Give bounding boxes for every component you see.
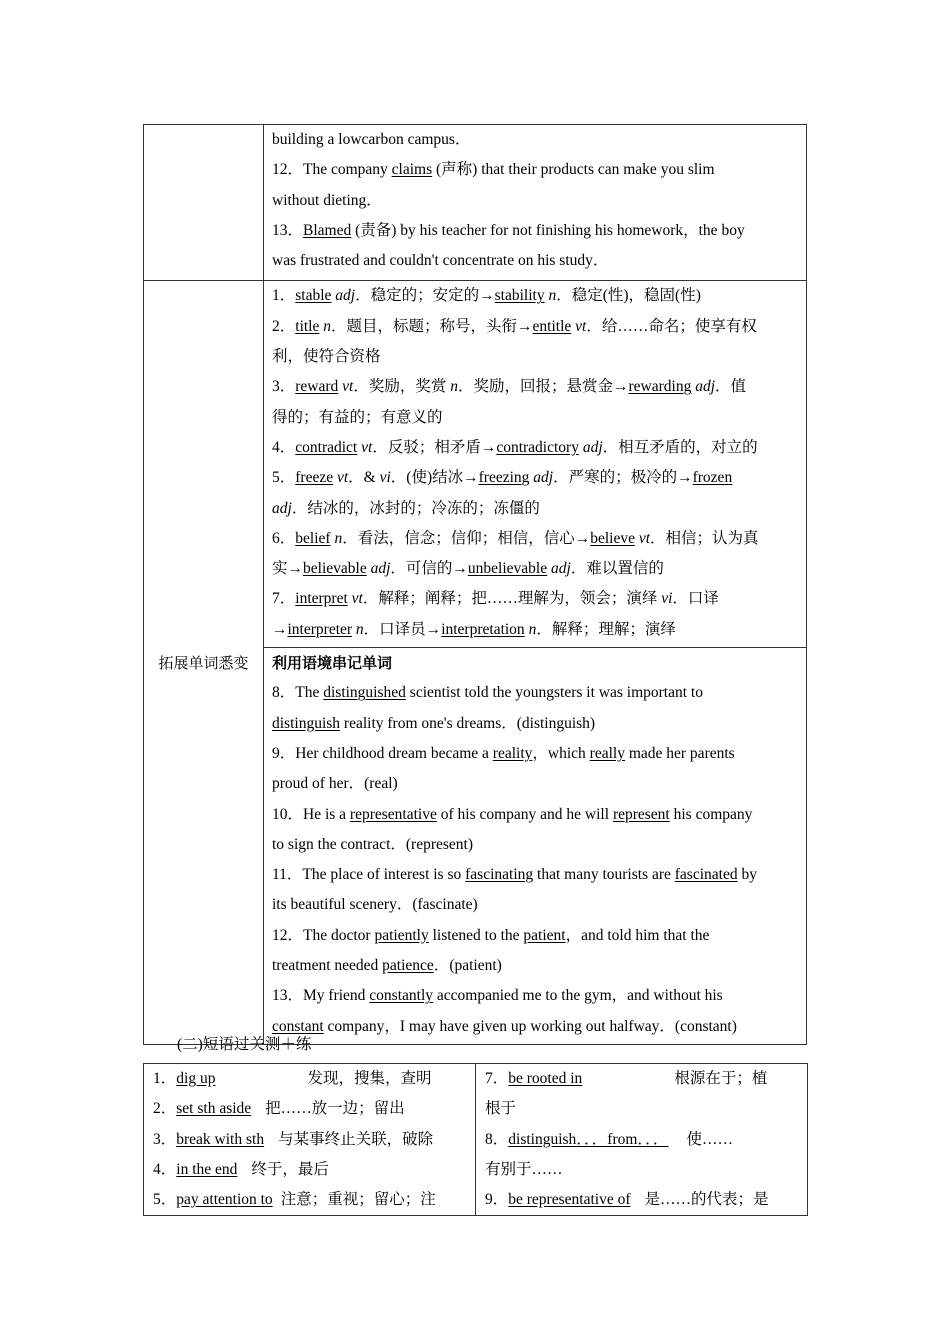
phrase-item: 8．distinguish．．．from．．． 使…… <box>485 1130 733 1148</box>
empty-label-cell <box>144 125 264 281</box>
context-cell <box>264 648 807 1045</box>
table-row <box>144 125 807 281</box>
phrase-item: 4．in the end 终于，最后 <box>153 1160 329 1178</box>
context-line: its beautiful scenery．(fascinate) <box>272 896 478 914</box>
sentence-cell <box>264 125 807 281</box>
section-heading: (二)短语过关测＋练 <box>177 1036 312 1053</box>
context-line: proud of her．(real) <box>272 775 398 793</box>
derivation-cell <box>264 281 807 648</box>
vocabulary-table <box>143 124 807 1045</box>
phrase-item: 7．be rooted in 根源在于；植 <box>485 1070 768 1087</box>
derivation-line: adj．结冰的，冰封的；冷冻的；冻僵的 <box>272 499 540 517</box>
phrase-item: 2．set sth aside 把……放一边；留出 <box>153 1100 405 1118</box>
context-heading: 利用语境串记单词 <box>272 654 393 673</box>
derivation-line: 2．title n．题目，标题；称号，头衔→entitle vt．给……命名；使享有权 <box>272 317 757 335</box>
context-line: treatment needed patience．(patient) <box>272 957 502 975</box>
context-line: 9．Her childhood dream became a reality，which really made her parents <box>272 744 735 762</box>
context-line: 12．The doctor patiently listened to the patient，and told him that the <box>272 926 710 944</box>
phrase-column-right <box>476 1064 808 1216</box>
derivation-line: 3．reward vt．奖励，奖赏 n．奖励，回报；悬赏金→rewarding adj．值 <box>272 378 747 396</box>
derivation-line: 4．contradict vt．反驳；相矛盾→contradictory adj．相互矛盾的，对立的 <box>272 438 758 456</box>
derivation-line: →interpreter n．口译员→interpretation n．解释；理解；演绎 <box>272 620 676 638</box>
derivation-line: 6．belief n．看法，信念；信仰；相信，信心→believe vt．相信；认为真 <box>272 529 759 547</box>
derivation-line: 实→believable adj．可信的→unbelievable adj．难以置信的 <box>272 560 664 578</box>
answer-word: Blamed <box>303 221 352 239</box>
phrase-item: 9．be representative of 是……的代表；是 <box>485 1191 769 1209</box>
derivation-line: 得的；有益的；有意义的 <box>272 408 443 426</box>
answer-word: claims <box>391 161 433 179</box>
sentence-line: building a lowcarbon campus． <box>272 131 471 148</box>
context-line: 11．The place of interest is so fascinating that many tourists are fascinated by <box>272 866 757 884</box>
context-line: 13．My friend constantly accompanied me to the gym，and without his <box>272 987 723 1005</box>
derivation-line: 7．interpret vt．解释；阐释；把……理解为，领会；演绎 vi．口译 <box>272 590 719 608</box>
derivation-line: 利，使符合资格 <box>272 348 381 366</box>
table-row <box>144 281 807 648</box>
phrase-item: 根于 <box>485 1100 517 1118</box>
context-line: to sign the contract．(represent) <box>272 835 473 853</box>
sentence-line: 12．The company claims (声称) that their products can make you slim <box>272 161 715 179</box>
sentence-line: 13．Blamed (责备) by his teacher for not finishing his homework，the boy <box>272 221 745 239</box>
row-label: 拓展单词悉变 <box>144 281 264 1044</box>
table-row <box>144 1064 808 1216</box>
context-line: constant company，I may have given up working out halfway．(constant) <box>272 1017 737 1035</box>
phrase-item: 3．break with sth 与某事终止关联，破除 <box>153 1130 434 1148</box>
phrase-item: 有别于…… <box>485 1160 563 1178</box>
phrase-item: 5．pay attention to 注意；重视；留心；注 <box>153 1191 436 1209</box>
context-line: 8．The distinguished scientist told the youngsters it was important to <box>272 684 703 702</box>
derivation-line: 1．stable adj．稳定的；安定的→stability n．稳定(性)，稳固(性) <box>272 287 701 305</box>
phrase-table <box>143 1063 808 1216</box>
context-line: 10．He is a representative of his company and he will represent his company <box>272 805 753 823</box>
derivation-line: 5．freeze vt．& vi．(使)结冰→freezing adj．严寒的；极冷的→frozen <box>272 469 733 487</box>
phrase-item: 1．dig up 发现，搜集，查明 <box>153 1070 432 1087</box>
phrase-column-left <box>144 1064 476 1216</box>
context-line: distinguish reality from one's dreams．(distinguish) <box>272 714 596 732</box>
sentence-line: without dieting． <box>272 191 382 209</box>
sentence-line: was frustrated and couldn't concentrate on his study． <box>272 252 609 270</box>
